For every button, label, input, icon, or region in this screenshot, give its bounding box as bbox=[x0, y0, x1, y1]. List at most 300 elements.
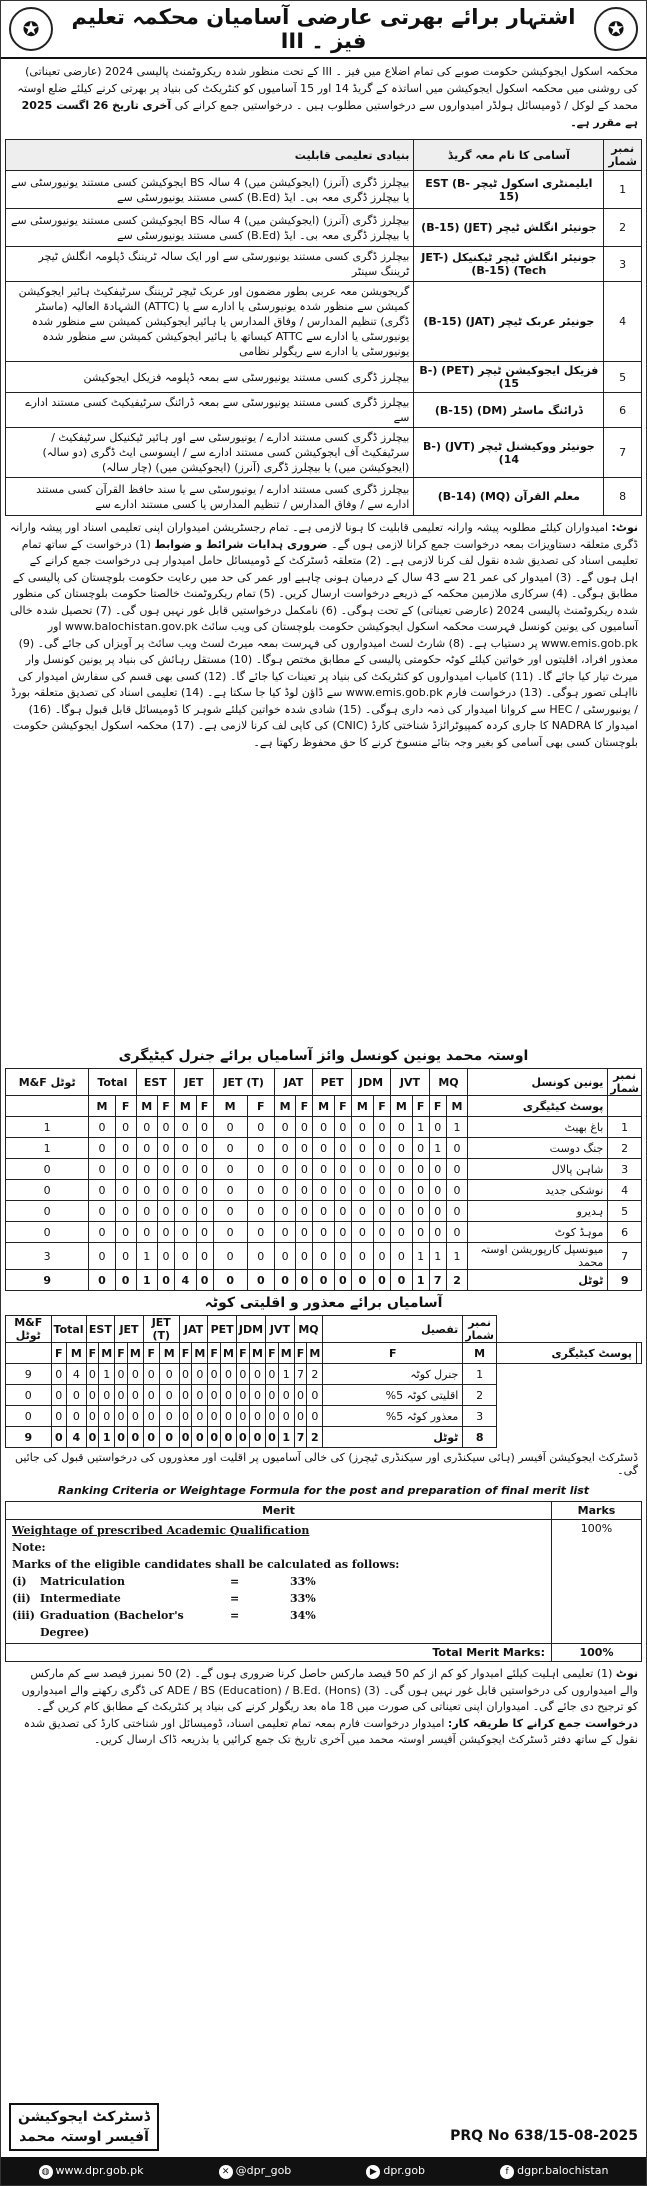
row-mf-total: 0 bbox=[6, 1159, 89, 1180]
seat-count-cell: 0 bbox=[127, 1364, 143, 1385]
seat-count-cell: 0 bbox=[115, 1222, 136, 1243]
seats-header-cell: تفصیل bbox=[323, 1316, 463, 1343]
posts-row bbox=[6, 282, 642, 362]
seat-count-cell: 0 bbox=[247, 1159, 274, 1180]
seat-count-cell: 0 bbox=[136, 1222, 157, 1243]
seat-count-cell: 0 bbox=[412, 1222, 429, 1243]
seat-count-cell: 0 bbox=[296, 1243, 313, 1270]
seat-count-cell: 0 bbox=[266, 1364, 279, 1385]
merit-item-equals: = bbox=[230, 1575, 240, 1588]
seat-count-cell: 0 bbox=[429, 1117, 446, 1138]
seats-header-cell: EST bbox=[86, 1316, 115, 1343]
seat-count-cell: 0 bbox=[266, 1406, 279, 1427]
seat-count-cell: 0 bbox=[391, 1159, 412, 1180]
seats-header-cell: M&F ٹوٹل bbox=[6, 1316, 52, 1343]
gender-cell: M bbox=[136, 1096, 157, 1117]
row-mf-total: 0 bbox=[6, 1406, 52, 1427]
posts-row bbox=[6, 362, 642, 393]
seat-count-cell: 0 bbox=[158, 1180, 175, 1201]
seats-header-cell: JAT bbox=[179, 1316, 208, 1343]
seats-header-cell: PET bbox=[208, 1316, 237, 1343]
gender-cell: F bbox=[373, 1096, 390, 1117]
seats-header-cell: JDM bbox=[351, 1069, 390, 1096]
prq-number: PRQ No 638/15-08-2025 bbox=[450, 2128, 638, 2144]
seat-count-cell: 1 bbox=[412, 1270, 429, 1291]
seat-count-cell: 0 bbox=[236, 1427, 249, 1448]
seat-count-cell: 2 bbox=[307, 1427, 323, 1448]
seat-count-cell: 0 bbox=[89, 1138, 115, 1159]
row-serial: 8 bbox=[463, 1427, 497, 1448]
seat-count-cell: 0 bbox=[192, 1427, 208, 1448]
total-merit-value: 100% bbox=[552, 1644, 642, 1662]
seat-count-cell: 0 bbox=[334, 1201, 351, 1222]
seat-count-cell: 0 bbox=[249, 1427, 265, 1448]
seat-count-cell: 0 bbox=[313, 1222, 334, 1243]
seats-header-cell: JAT bbox=[274, 1069, 313, 1096]
seats-row bbox=[6, 1427, 642, 1448]
gender-cell: F bbox=[143, 1343, 159, 1364]
seat-count-cell: 0 bbox=[89, 1243, 115, 1270]
posts-row bbox=[6, 209, 642, 247]
gender-cell: F bbox=[51, 1343, 67, 1364]
seats-header-cell: JDM bbox=[236, 1316, 265, 1343]
seat-count-cell: 0 bbox=[334, 1243, 351, 1270]
social-link[interactable] bbox=[366, 2164, 425, 2179]
seat-count-cell: 0 bbox=[51, 1406, 67, 1427]
marks-header: Marks bbox=[552, 1502, 642, 1520]
seat-count-cell: 0 bbox=[247, 1201, 274, 1222]
quota-seats-table bbox=[5, 1315, 642, 1448]
row-serial: 5 bbox=[608, 1201, 642, 1222]
row-serial: 2 bbox=[608, 1138, 642, 1159]
seat-count-cell: 0 bbox=[446, 1201, 468, 1222]
seats-header-cell: Total bbox=[51, 1316, 86, 1343]
post-serial: 7 bbox=[604, 428, 642, 478]
seat-count-cell: 0 bbox=[86, 1406, 99, 1427]
social-text: www.dpr.gob.pk bbox=[55, 2163, 144, 2177]
post-name: ایلیمنٹری اسکول ٹیچر EST (B-15) bbox=[414, 171, 604, 209]
gender-cell: F bbox=[158, 1096, 175, 1117]
seats-header-cell: JET bbox=[175, 1069, 214, 1096]
seat-count-cell: 0 bbox=[274, 1159, 295, 1180]
seat-count-cell: 0 bbox=[136, 1201, 157, 1222]
merit-item-label: Intermediate bbox=[40, 1592, 121, 1605]
merit-item-index: (iii) bbox=[12, 1609, 35, 1622]
row-mf-total: 0 bbox=[6, 1222, 89, 1243]
seat-count-cell: 4 bbox=[67, 1427, 87, 1448]
row-label: جنگ دوست bbox=[468, 1138, 608, 1159]
criteria-title: Ranking Criteria or Weightage Formula for the post and preparation of final merit list bbox=[57, 1484, 590, 1497]
merit-item-label: Graduation (Bachelor's Degree) bbox=[40, 1609, 184, 1639]
social-link[interactable] bbox=[500, 2164, 608, 2179]
merit-item bbox=[12, 1573, 545, 1590]
row-serial: 2 bbox=[463, 1385, 497, 1406]
seat-count-cell: 0 bbox=[351, 1222, 373, 1243]
seat-count-cell: 0 bbox=[143, 1364, 159, 1385]
seat-count-cell: 0 bbox=[373, 1201, 390, 1222]
facebook-icon: f bbox=[500, 2165, 514, 2179]
social-link[interactable] bbox=[219, 2164, 292, 2179]
seat-count-cell: 0 bbox=[175, 1138, 196, 1159]
signature-line-1: ڈسٹرکٹ ایجوکیشن bbox=[18, 2109, 150, 2125]
seat-count-cell: 0 bbox=[278, 1406, 294, 1427]
seats-row bbox=[6, 1364, 642, 1385]
row-label: معذور کوٹہ 5% bbox=[323, 1406, 463, 1427]
merit-item-index: (i) bbox=[12, 1575, 27, 1588]
post-name: جونیئر ووکیشنل ٹیچر (JVT) (B-14) bbox=[414, 428, 604, 478]
post-name: جونیئر عربک ٹیچر (JAT) (B-15) bbox=[414, 282, 604, 362]
header bbox=[1, 1, 646, 59]
gender-cell: M bbox=[351, 1096, 373, 1117]
seat-count-cell: 0 bbox=[67, 1385, 87, 1406]
seat-count-cell: 0 bbox=[274, 1138, 295, 1159]
row-mf-total: 3 bbox=[6, 1243, 89, 1270]
seat-count-cell: 0 bbox=[429, 1222, 446, 1243]
gender-cell: M bbox=[192, 1343, 208, 1364]
posts-row bbox=[6, 247, 642, 282]
seat-count-cell: 0 bbox=[159, 1427, 179, 1448]
post-qualification: بیچلرز ڈگری کسی مستند یونیورسٹی سے بمعہ ڈپلومہ فزیکل ایجوکیشن bbox=[6, 362, 414, 393]
seat-count-cell: 0 bbox=[274, 1222, 295, 1243]
social-text: dgpr.balochistan bbox=[517, 2163, 609, 2177]
seat-count-cell: 0 bbox=[158, 1270, 175, 1291]
seat-count-cell: 0 bbox=[213, 1138, 247, 1159]
seat-count-cell: 0 bbox=[373, 1180, 390, 1201]
seat-count-cell: 0 bbox=[158, 1117, 175, 1138]
gender-cell: F bbox=[296, 1096, 313, 1117]
intro-text: محکمہ اسکول ایجوکیشن حکومت صوبے کی تمام اضلاع میں فیز ۔ III کے تحت منظور شدہ ریکروٹمنٹ پالیسی 2024 (عارضی تعیناتی) کی روشنی میں محکمہ اسکول ایجوکیشن میں اساتذہ کے گریڈ 14 اور 15 آسامیوں کو کنٹریکٹ کی بنیاد پر بھرتی کرنے کیلئے ضلع اوستہ محمد کے لوکل / ڈومیسائل ہولڈر امیدواروں سے درخواستیں مطلوب ہیں ۔ درخواستیں جمع کرانے کی bbox=[17, 65, 638, 112]
seats-header-cell: Total bbox=[89, 1069, 136, 1096]
seat-count-cell: 0 bbox=[159, 1385, 179, 1406]
seat-count-cell: 4 bbox=[175, 1270, 196, 1291]
seat-count-cell: 0 bbox=[179, 1385, 192, 1406]
seat-count-cell: 0 bbox=[89, 1270, 115, 1291]
seat-count-cell: 0 bbox=[67, 1406, 87, 1427]
gender-cell: F bbox=[334, 1096, 351, 1117]
seat-count-cell: 2 bbox=[307, 1364, 323, 1385]
gender-cell: M bbox=[446, 1096, 468, 1117]
post-qualification: بیچلرز ڈگری (آنرز) (ایجوکیشن میں) 4 سالہ BS ایجوکیشن کسی مستند یونیورسٹی سے یا بیچلرز ڈگری معہ بی۔ ایڈ (B.Ed) کسی مستند یونیورسٹی سے bbox=[6, 209, 414, 247]
seat-count-cell: 1 bbox=[99, 1427, 115, 1448]
gender-cell: F bbox=[429, 1096, 446, 1117]
merit-item-value: 33% bbox=[290, 1575, 316, 1588]
seat-count-cell: 0 bbox=[274, 1117, 295, 1138]
merit-item-index: (ii) bbox=[12, 1592, 31, 1605]
row-label: جنرل کوٹہ bbox=[323, 1364, 463, 1385]
seat-count-cell: 0 bbox=[158, 1222, 175, 1243]
posts-header-row bbox=[6, 140, 642, 171]
seat-count-cell: 0 bbox=[296, 1222, 313, 1243]
seat-count-cell: 0 bbox=[412, 1159, 429, 1180]
seat-count-cell: 0 bbox=[220, 1385, 236, 1406]
row-serial: 6 bbox=[608, 1222, 642, 1243]
seat-count-cell: 0 bbox=[196, 1201, 213, 1222]
post-qualification: بیچلرز ڈگری کسی مستند یونیورسٹی سے اور ایک سالہ ٹریننگ ڈپلومہ انگلش ٹیچر ٹریننگ سینٹر bbox=[6, 247, 414, 282]
seat-count-cell: 0 bbox=[179, 1364, 192, 1385]
posts-row bbox=[6, 478, 642, 516]
post-qualification: گریجویشن معہ عربی بطور مضمون اور عربک ٹیچر ٹریننگ سرٹیفکیٹ ہائیر ایجوکیشن کمیشن سے منظور شدہ یونیورسٹی یا ادارے سے یا (ATTC) الشہادۃ العالیہ (ماسٹر ڈگری) تنظیم المدارس / وفاق المدارس یا ہائیر ایجوکیشن کمیشن سے منظور شدہ یونیورسٹی یا ادارے سے ATTC کیساتھ یا ہائیر ایجوکیشن کمیشن سے منظور شدہ یونیورسٹی یا ادارے سے ریگولر نظامی bbox=[6, 282, 414, 362]
seat-count-cell: 0 bbox=[334, 1117, 351, 1138]
seat-count-cell: 0 bbox=[220, 1427, 236, 1448]
uc-table-title: اوستہ محمد یونین کونسل وائز آسامیاں برائے جنرل کیٹیگری bbox=[118, 1048, 529, 1064]
post-name: جونیئر انگلش ٹیچر ٹیکنیکل (JET-Tech) (B-15) bbox=[414, 247, 604, 282]
seat-count-cell: 0 bbox=[446, 1159, 468, 1180]
seat-count-cell: 0 bbox=[213, 1117, 247, 1138]
seat-count-cell: 0 bbox=[294, 1385, 307, 1406]
seats-row bbox=[6, 1201, 642, 1222]
seat-count-cell: 0 bbox=[296, 1159, 313, 1180]
seat-count-cell: 0 bbox=[179, 1406, 192, 1427]
quota-table-title: آسامیاں برائے معذور و اقلیتی کوٹہ bbox=[204, 1295, 443, 1311]
seat-count-cell: 0 bbox=[136, 1180, 157, 1201]
posts-row bbox=[6, 171, 642, 209]
seat-count-cell: 0 bbox=[192, 1385, 208, 1406]
row-label: موہڈ کوٹ bbox=[468, 1222, 608, 1243]
post-name: ڈرائنگ ماسٹر (DM) (B-15) bbox=[414, 393, 604, 428]
gender-row bbox=[6, 1343, 642, 1364]
posts-row bbox=[6, 393, 642, 428]
total-merit-label: Total Merit Marks: bbox=[6, 1644, 552, 1662]
seat-count-cell: 0 bbox=[127, 1406, 143, 1427]
post-serial: 4 bbox=[604, 282, 642, 362]
row-mf-total: 0 bbox=[6, 1201, 89, 1222]
signature-line-2: آفیسر اوستہ محمد bbox=[19, 2129, 149, 2145]
intro-paragraph bbox=[1, 59, 646, 139]
social-text: dpr.gob bbox=[383, 2163, 426, 2177]
globe-icon: ◍ bbox=[39, 2165, 53, 2179]
seats-header-cell: JET bbox=[115, 1316, 144, 1343]
gender-cell: F bbox=[247, 1096, 274, 1117]
seat-count-cell: 0 bbox=[429, 1201, 446, 1222]
seat-count-cell: 1 bbox=[412, 1243, 429, 1270]
merit-header: Merit bbox=[6, 1502, 552, 1520]
merit-item bbox=[12, 1590, 545, 1607]
seat-count-cell: 2 bbox=[446, 1270, 468, 1291]
seat-count-cell: 1 bbox=[136, 1270, 157, 1291]
seat-count-cell: 0 bbox=[391, 1138, 412, 1159]
gender-cell: F bbox=[294, 1343, 307, 1364]
seat-count-cell: 0 bbox=[208, 1406, 221, 1427]
seat-count-cell: 0 bbox=[175, 1159, 196, 1180]
post-serial: 3 bbox=[604, 247, 642, 282]
gender-cell: F bbox=[208, 1343, 221, 1364]
signature-block bbox=[9, 2103, 159, 2151]
seats-header-row bbox=[6, 1069, 642, 1096]
seat-count-cell: 0 bbox=[213, 1270, 247, 1291]
seat-count-cell: 0 bbox=[213, 1222, 247, 1243]
uc-seats-table bbox=[5, 1068, 642, 1291]
seat-count-cell: 0 bbox=[115, 1201, 136, 1222]
seat-count-cell: 0 bbox=[446, 1180, 468, 1201]
seat-count-cell: 0 bbox=[143, 1385, 159, 1406]
post-qualification: بیچلرز ڈگری کسی مستند ادارے / یونیورسٹی سے یا سند حافظ القرآن کسی مستند ادارے سے / وفاق المدارس / تنظیم المدارس یا کسی مستند ادارے سے bbox=[6, 478, 414, 516]
seat-count-cell: 0 bbox=[296, 1201, 313, 1222]
gender-cell: M bbox=[278, 1343, 294, 1364]
seat-count-cell: 0 bbox=[313, 1243, 334, 1270]
seats-header-row bbox=[6, 1316, 642, 1343]
gender-cell: M bbox=[463, 1343, 497, 1364]
notes-section bbox=[1, 516, 646, 1044]
seat-count-cell: 0 bbox=[351, 1117, 373, 1138]
seat-count-cell: 0 bbox=[51, 1385, 67, 1406]
seats-row bbox=[6, 1138, 642, 1159]
seat-count-cell: 0 bbox=[296, 1180, 313, 1201]
merit-item-equals: = bbox=[230, 1592, 240, 1605]
seat-count-cell: 0 bbox=[158, 1243, 175, 1270]
seat-count-cell: 0 bbox=[294, 1406, 307, 1427]
seat-count-cell: 0 bbox=[296, 1270, 313, 1291]
seat-count-cell: 0 bbox=[115, 1270, 136, 1291]
posts-table bbox=[5, 139, 642, 516]
social-text: @dpr_gob bbox=[235, 2163, 292, 2177]
post-serial: 5 bbox=[604, 362, 642, 393]
youtube-icon: ▶ bbox=[366, 2165, 380, 2179]
seat-count-cell: 0 bbox=[313, 1270, 334, 1291]
gender-cell: M bbox=[89, 1096, 115, 1117]
row-mf-total: 9 bbox=[6, 1364, 52, 1385]
seat-count-cell: 0 bbox=[196, 1138, 213, 1159]
row-serial: 3 bbox=[463, 1406, 497, 1427]
post-name: جونیئر انگلش ٹیچر (JET) (B-15) bbox=[414, 209, 604, 247]
seat-count-cell: 0 bbox=[159, 1406, 179, 1427]
seat-count-cell: 0 bbox=[391, 1180, 412, 1201]
seat-count-cell: 0 bbox=[115, 1427, 128, 1448]
merit-item-label: Matriculation bbox=[40, 1575, 125, 1588]
seats-header-cell: JVT bbox=[391, 1069, 430, 1096]
seat-count-cell: 0 bbox=[446, 1222, 468, 1243]
seat-count-cell: 0 bbox=[412, 1201, 429, 1222]
seat-count-cell: 0 bbox=[99, 1406, 115, 1427]
seat-count-cell: 0 bbox=[51, 1364, 67, 1385]
seat-count-cell: 0 bbox=[247, 1270, 274, 1291]
row-label: باغ بھیٹ bbox=[468, 1117, 608, 1138]
merit-item bbox=[12, 1607, 545, 1641]
gender-cell: F bbox=[179, 1343, 192, 1364]
row-mf-total: 1 bbox=[6, 1138, 89, 1159]
seat-count-cell: 0 bbox=[391, 1117, 412, 1138]
gender-cell: F bbox=[236, 1343, 249, 1364]
seats-row bbox=[6, 1222, 642, 1243]
seats-header-cell: JET (T) bbox=[213, 1069, 274, 1096]
seats-row bbox=[6, 1270, 642, 1291]
seat-count-cell: 0 bbox=[247, 1138, 274, 1159]
method-title: درخواست جمع کرانے کا طریقہ کار: bbox=[447, 1716, 638, 1730]
seat-count-cell: 0 bbox=[351, 1180, 373, 1201]
gender-cell: M bbox=[249, 1343, 265, 1364]
seat-count-cell: 1 bbox=[99, 1364, 115, 1385]
seat-count-cell: 0 bbox=[192, 1364, 208, 1385]
seat-count-cell: 0 bbox=[89, 1222, 115, 1243]
seat-count-cell: 0 bbox=[158, 1138, 175, 1159]
seat-count-cell: 0 bbox=[266, 1385, 279, 1406]
gender-cell: M bbox=[99, 1343, 115, 1364]
seat-count-cell: 0 bbox=[115, 1180, 136, 1201]
seats-header-cell: JVT bbox=[266, 1316, 295, 1343]
gender-cell: M bbox=[307, 1343, 323, 1364]
gender-spacer bbox=[6, 1096, 89, 1117]
gender-cell: F bbox=[412, 1096, 429, 1117]
calc-label: Marks of the eligible candidates shall be calculated as follows: bbox=[12, 1558, 400, 1571]
seat-count-cell: 0 bbox=[175, 1222, 196, 1243]
seat-count-cell: 0 bbox=[334, 1180, 351, 1201]
seat-count-cell: 0 bbox=[391, 1243, 412, 1270]
seat-count-cell: 0 bbox=[159, 1364, 179, 1385]
seat-count-cell: 0 bbox=[175, 1117, 196, 1138]
seat-count-cell: 0 bbox=[429, 1159, 446, 1180]
seat-count-cell: 0 bbox=[307, 1406, 323, 1427]
header-post-name: آسامی کا نام معہ گریڈ bbox=[414, 140, 604, 171]
seat-count-cell: 4 bbox=[67, 1364, 87, 1385]
seats-row bbox=[6, 1385, 642, 1406]
seat-count-cell: 0 bbox=[89, 1180, 115, 1201]
gender-cell: F bbox=[266, 1343, 279, 1364]
row-serial: 9 bbox=[608, 1270, 642, 1291]
deadline-text: آخری تاریخ 26 اگست 2025 ہے مقرر ہے۔ bbox=[21, 99, 638, 129]
seat-count-cell: 0 bbox=[158, 1159, 175, 1180]
seat-count-cell: 0 bbox=[220, 1364, 236, 1385]
gender-cell: M bbox=[67, 1343, 87, 1364]
seat-count-cell: 0 bbox=[127, 1427, 143, 1448]
seat-count-cell: 0 bbox=[196, 1270, 213, 1291]
seat-count-cell: 0 bbox=[313, 1201, 334, 1222]
post-qualification: بیچلرز ڈگری (آنرز) (ایجوکیشن میں) 4 سالہ BS ایجوکیشن کسی مستند یونیورسٹی سے یا بیچلرز ڈگری معہ بی۔ ایڈ (B.Ed) کسی مستند یونیورسٹی سے bbox=[6, 171, 414, 209]
seat-count-cell: 0 bbox=[213, 1243, 247, 1270]
gender-cell: M bbox=[159, 1343, 179, 1364]
bottom-notes-lead: نوٹ bbox=[615, 1667, 638, 1680]
bottom-notes bbox=[1, 1662, 646, 1810]
seat-count-cell: 7 bbox=[294, 1427, 307, 1448]
seat-count-cell: 0 bbox=[313, 1117, 334, 1138]
seat-count-cell: 0 bbox=[446, 1138, 468, 1159]
seat-count-cell: 0 bbox=[351, 1270, 373, 1291]
marks-value: 100% bbox=[552, 1520, 642, 1644]
gender-cell: F bbox=[86, 1343, 99, 1364]
seat-count-cell: 0 bbox=[115, 1364, 128, 1385]
row-mf-total: 0 bbox=[6, 1180, 89, 1201]
row-label: اقلیتی کوٹہ 5% bbox=[323, 1385, 463, 1406]
merit-item-value: 33% bbox=[290, 1592, 316, 1605]
seat-count-cell: 0 bbox=[391, 1222, 412, 1243]
gender-cell: M bbox=[213, 1096, 247, 1117]
seat-count-cell: 0 bbox=[115, 1406, 128, 1427]
seat-count-cell: 0 bbox=[213, 1201, 247, 1222]
post-category-label: پوسٹ کیٹیگری bbox=[468, 1096, 608, 1117]
post-serial: 8 bbox=[604, 478, 642, 516]
seat-count-cell: 0 bbox=[313, 1159, 334, 1180]
seat-count-cell: 0 bbox=[51, 1427, 67, 1448]
seat-count-cell: 0 bbox=[351, 1159, 373, 1180]
seat-count-cell: 0 bbox=[213, 1180, 247, 1201]
government-seal-left-icon: ✪ bbox=[9, 7, 53, 51]
seat-count-cell: 0 bbox=[334, 1222, 351, 1243]
seat-count-cell: 0 bbox=[296, 1138, 313, 1159]
seats-header-cell: EST bbox=[136, 1069, 175, 1096]
government-seal-right-icon: ✪ bbox=[594, 7, 638, 51]
seat-count-cell: 1 bbox=[412, 1117, 429, 1138]
social-link[interactable] bbox=[39, 2164, 144, 2179]
merit-item-value: 34% bbox=[290, 1609, 316, 1622]
seat-count-cell: 0 bbox=[86, 1427, 99, 1448]
seat-count-cell: 0 bbox=[208, 1364, 221, 1385]
seat-count-cell: 0 bbox=[249, 1406, 265, 1427]
seat-count-cell: 0 bbox=[247, 1222, 274, 1243]
seats-header-cell: نمبر شمار bbox=[463, 1316, 497, 1343]
seat-count-cell: 0 bbox=[351, 1138, 373, 1159]
seat-count-cell: 0 bbox=[175, 1243, 196, 1270]
seat-count-cell: 1 bbox=[278, 1427, 294, 1448]
seat-count-cell: 0 bbox=[89, 1117, 115, 1138]
gender-cell: F bbox=[323, 1343, 463, 1364]
